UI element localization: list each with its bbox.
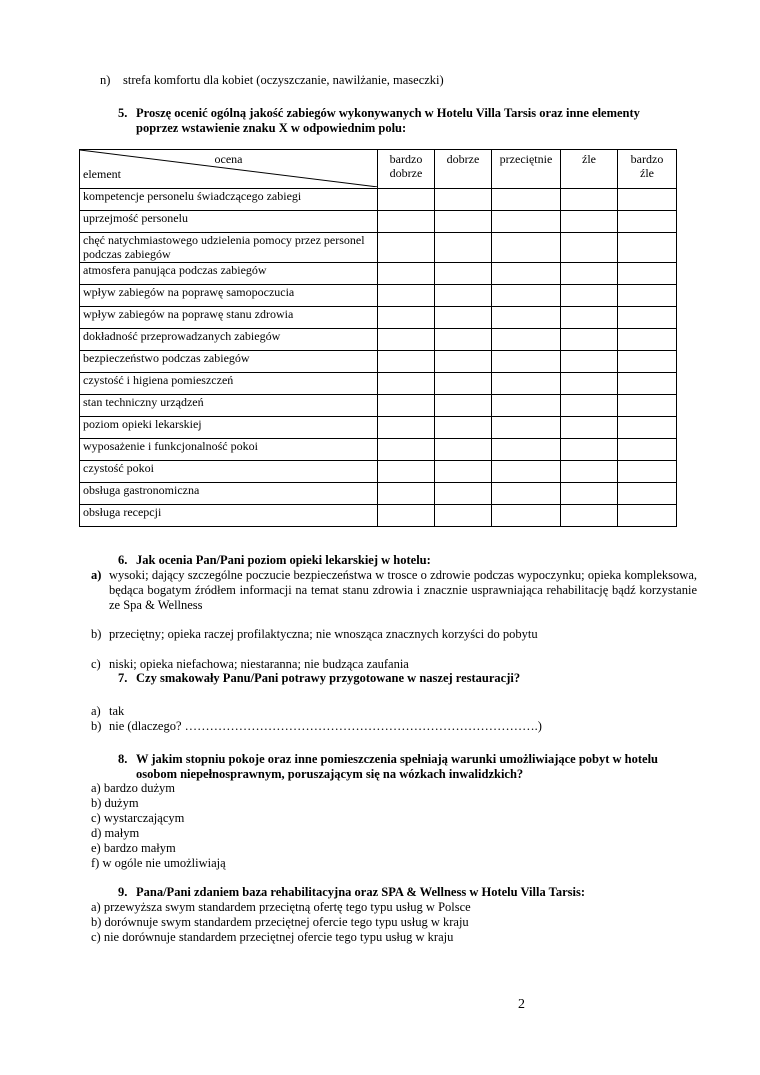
intro-item (100, 73, 110, 88)
rating-cell[interactable] (561, 307, 618, 329)
rating-cell[interactable] (492, 263, 561, 285)
rating-cell[interactable] (492, 211, 561, 233)
rating-cell[interactable] (561, 285, 618, 307)
rating-cell[interactable] (435, 373, 492, 395)
table-row (80, 285, 677, 307)
rating-cell[interactable] (492, 439, 561, 461)
rating-cell[interactable] (561, 329, 618, 351)
table-row (80, 505, 677, 527)
q6-number: 6. (118, 553, 128, 567)
rating-cell[interactable] (618, 439, 677, 461)
rating-cell[interactable] (618, 351, 677, 373)
rating-cell[interactable] (561, 233, 618, 263)
rating-cell[interactable] (618, 233, 677, 263)
rating-cell[interactable] (618, 329, 677, 351)
header-element: element (83, 167, 121, 181)
q5-title-line2: poprzez wstawienie znaku X w odpowiednim polu: (136, 121, 407, 135)
intro-item-marker: n) (100, 73, 111, 87)
row-label: poziom opieki lekarskiej (80, 417, 378, 439)
row-label: czystość pokoi (80, 461, 378, 483)
rating-cell[interactable] (378, 351, 435, 373)
q8-option: a) bardzo dużym (91, 781, 175, 795)
q6-option-c-marker: c) (91, 657, 101, 671)
rating-cell[interactable] (492, 233, 561, 263)
rating-cell[interactable] (378, 233, 435, 263)
table-row (80, 483, 677, 505)
row-label: dokładność przeprowadzanych zabiegów (80, 329, 378, 351)
rating-cell[interactable] (561, 439, 618, 461)
rating-cell[interactable] (435, 351, 492, 373)
rating-cell[interactable] (378, 263, 435, 285)
q8-option: c) wystarczającym (91, 811, 185, 825)
rating-cell[interactable] (378, 505, 435, 527)
rating-cell[interactable] (561, 505, 618, 527)
q6-option-b-text: przeciętny; opieka raczej profilaktyczna; nie wnosząca znacznych korzyści do pobytu (109, 627, 538, 641)
rating-cell[interactable] (435, 263, 492, 285)
rating-cell[interactable] (378, 285, 435, 307)
rating-cell[interactable] (435, 189, 492, 211)
q8-title-line2: osobom niepełnosprawnym, poruszającym się na wózkach inwalidzkich? (136, 767, 524, 781)
q9-option: c) nie dorównuje standardem przeciętnej ofercie tego typu usług w kraju (91, 930, 454, 944)
col-header-przecietnie: przeciętnie (492, 150, 561, 189)
rating-cell[interactable] (435, 461, 492, 483)
rating-cell[interactable] (378, 395, 435, 417)
row-label: stan techniczny urządzeń (80, 395, 378, 417)
q6-option-a-text: wysoki; dający szczególne poczucie bezpieczeństwa w trosce o zdrowie podczas wypoczynku; opieka kompleksowa, będąca bogatym źródłem informacji na temat stanu zdrowia i znacznie usprawniająca rehabilitację bądź korzystanie ze Spa & Wellness (109, 568, 697, 612)
q9-title: Pana/Pani zdaniem baza rehabilitacyjna oraz SPA & Wellness w Hotelu Villa Tarsis: (136, 885, 585, 899)
rating-cell[interactable] (435, 483, 492, 505)
q7-number: 7. (118, 671, 128, 685)
rating-cell[interactable] (378, 373, 435, 395)
rating-cell[interactable] (492, 505, 561, 527)
rating-cell[interactable] (378, 211, 435, 233)
rating-cell[interactable] (561, 373, 618, 395)
table-row (80, 417, 677, 439)
rating-cell[interactable] (435, 505, 492, 527)
rating-cell[interactable] (618, 285, 677, 307)
rating-cell[interactable] (618, 395, 677, 417)
rating-cell[interactable] (618, 505, 677, 527)
rating-cell[interactable] (618, 461, 677, 483)
rating-cell[interactable] (492, 461, 561, 483)
rating-cell[interactable] (492, 307, 561, 329)
rating-cell[interactable] (378, 439, 435, 461)
q7-option-b-text: nie (dlaczego? ………………………………………………………………………….) (109, 719, 542, 733)
q8-title-line1: W jakim stopniu pokoje oraz inne pomieszczenia spełniają warunki umożliwiające pobyt w hotelu (136, 752, 659, 766)
q6-option-b-marker: b) (91, 627, 102, 641)
rating-cell[interactable] (378, 461, 435, 483)
rating-cell[interactable] (561, 461, 618, 483)
rating-cell[interactable] (435, 307, 492, 329)
rating-cell[interactable] (378, 483, 435, 505)
row-label: obsługa gastronomiczna (80, 483, 378, 505)
table-row (80, 307, 677, 329)
row-label: kompetencje personelu świadczącego zabiegi (80, 189, 378, 211)
q5-number: 5. (118, 106, 128, 120)
rating-cell[interactable] (435, 439, 492, 461)
rating-cell[interactable] (561, 395, 618, 417)
rating-cell[interactable] (561, 417, 618, 439)
col-header-zle: źle (561, 150, 618, 189)
header-diagonal-cell (80, 150, 378, 189)
col-header-bardzo-zle: bardzo źle (618, 150, 677, 189)
q9-number: 9. (118, 885, 128, 899)
rating-cell[interactable] (435, 417, 492, 439)
rating-cell[interactable] (618, 189, 677, 211)
rating-cell[interactable] (618, 373, 677, 395)
rating-cell[interactable] (618, 483, 677, 505)
rating-cell[interactable] (492, 329, 561, 351)
row-label: wpływ zabiegów na poprawę stanu zdrowia (80, 307, 378, 329)
rating-cell[interactable] (561, 483, 618, 505)
rating-table-header (80, 150, 677, 189)
q5-title-line1: Proszę ocenić ogólną jakość zabiegów wykonywanych w Hotelu Villa Tarsis oraz inne elementy (136, 106, 640, 120)
page-number: 2 (518, 997, 525, 1012)
intro-item-text: strefa komfortu dla kobiet (oczyszczanie, nawilżanie, maseczki) (123, 73, 444, 87)
table-row (80, 395, 677, 417)
q9-option: b) dorównuje swym standardem przeciętnej ofercie tego typu usług w kraju (91, 915, 469, 929)
row-label: obsługa recepcji (80, 505, 378, 527)
rating-cell[interactable] (378, 329, 435, 351)
rating-cell[interactable] (618, 211, 677, 233)
rating-cell[interactable] (618, 263, 677, 285)
rating-cell[interactable] (492, 351, 561, 373)
rating-cell[interactable] (378, 307, 435, 329)
q8-option: f) w ogóle nie umożliwiają (91, 856, 226, 870)
rating-cell[interactable] (378, 189, 435, 211)
q8-option: b) dużym (91, 796, 139, 810)
row-label: bezpieczeństwo podczas zabiegów (80, 351, 378, 373)
q8-option: d) małym (91, 826, 140, 840)
rating-cell[interactable] (492, 285, 561, 307)
rating-cell[interactable] (435, 211, 492, 233)
rating-cell[interactable] (561, 211, 618, 233)
rating-cell[interactable] (561, 263, 618, 285)
rating-cell[interactable] (561, 189, 618, 211)
row-label: wpływ zabiegów na poprawę samopoczucia (80, 285, 378, 307)
col-header-bardzo-dobrze: bardzo dobrze (378, 150, 435, 189)
rating-cell[interactable] (435, 329, 492, 351)
q6-title: Jak ocenia Pan/Pani poziom opieki lekarskiej w hotelu: (136, 553, 431, 567)
q8-number: 8. (118, 752, 128, 766)
table-row (80, 461, 677, 483)
rating-cell[interactable] (492, 373, 561, 395)
q6-option-c-text: niski; opieka niefachowa; niestaranna; nie budząca zaufania (109, 657, 409, 671)
rating-cell[interactable] (618, 307, 677, 329)
row-label: czystość i higiena pomieszczeń (80, 373, 378, 395)
q6-option-a-marker: a) (91, 568, 102, 582)
table-row (80, 439, 677, 461)
table-row (80, 329, 677, 351)
row-label: uprzejmość personelu (80, 211, 378, 233)
rating-table (79, 149, 677, 527)
header-ocena: ocena (214, 152, 243, 166)
row-label: wyposażenie i funkcjonalność pokoi (80, 439, 378, 461)
row-label: atmosfera panująca podczas zabiegów (80, 263, 378, 285)
table-row (80, 189, 677, 211)
rating-cell[interactable] (492, 417, 561, 439)
q7-option-a-marker: a) (91, 704, 101, 718)
q9-option: a) przewyższa swym standardem przeciętną ofertę tego typu usług w Polsce (91, 900, 471, 914)
table-row (80, 211, 677, 233)
table-row (80, 373, 677, 395)
rating-cell[interactable] (378, 417, 435, 439)
rating-cell[interactable] (618, 417, 677, 439)
rating-cell[interactable] (435, 285, 492, 307)
rating-cell[interactable] (492, 395, 561, 417)
q8-option: e) bardzo małym (91, 841, 176, 855)
q7-option-a-text: tak (109, 704, 125, 718)
row-label: chęć natychmiastowego udzielenia pomocy przez personel podczas zabiegów (80, 233, 378, 263)
rating-cell[interactable] (435, 233, 492, 263)
table-row (80, 351, 677, 373)
col-header-dobrze: dobrze (435, 150, 492, 189)
q7-option-b-marker: b) (91, 719, 102, 733)
table-row (80, 233, 677, 263)
rating-cell[interactable] (492, 483, 561, 505)
rating-cell[interactable] (435, 395, 492, 417)
table-row (80, 263, 677, 285)
q7-title: Czy smakowały Panu/Pani potrawy przygotowane w naszej restauracji? (136, 671, 521, 685)
rating-cell[interactable] (492, 189, 561, 211)
rating-cell[interactable] (561, 351, 618, 373)
